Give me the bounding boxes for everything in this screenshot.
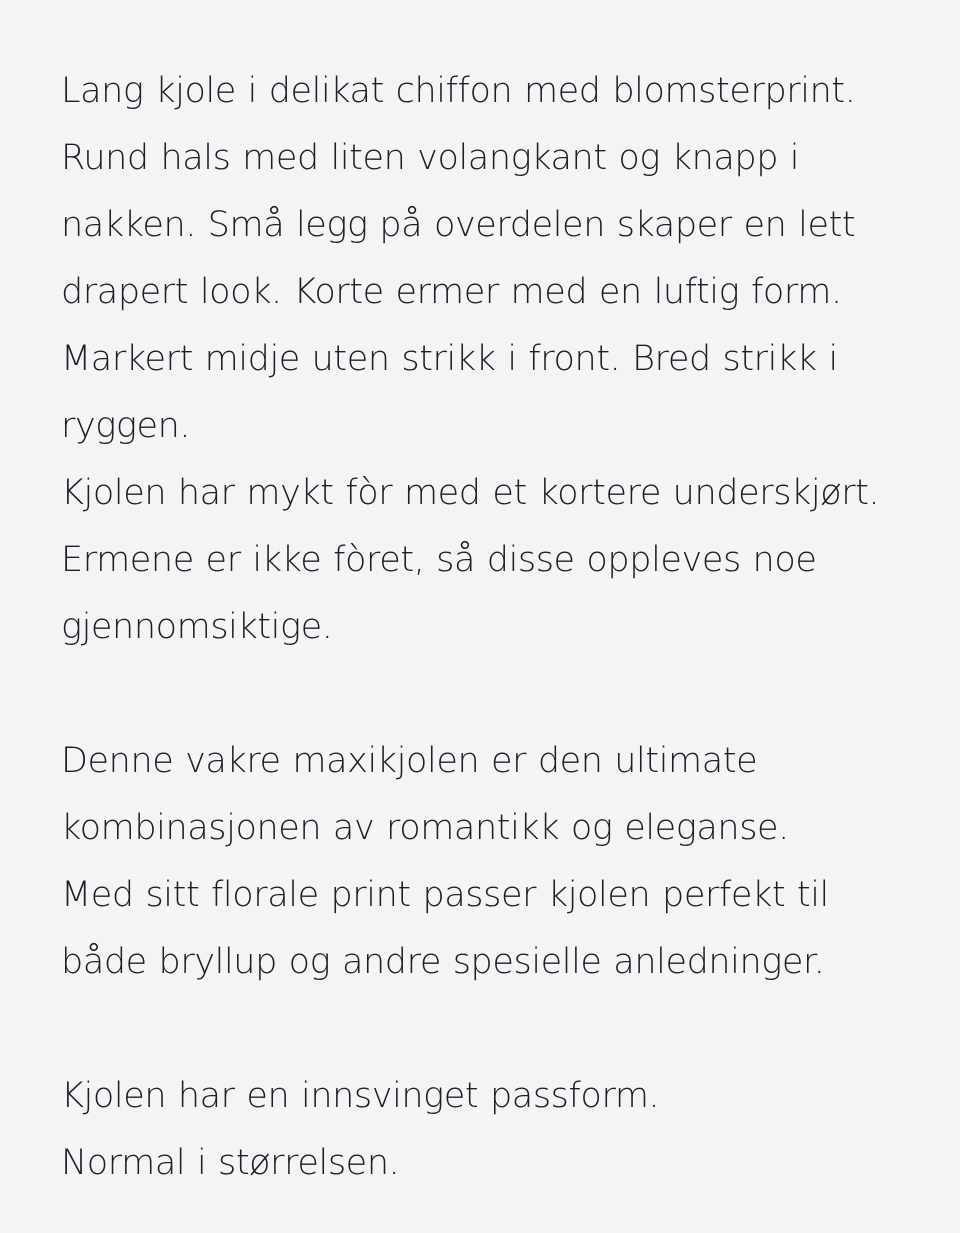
description-paragraph-1 bbox=[61, 58, 916, 661]
paragraph-spacer bbox=[61, 996, 916, 1063]
description-line: Rund hals med liten volangkant og knapp i bbox=[61, 138, 800, 178]
description-line: drapert look. Korte ermer med en luftig form. bbox=[61, 272, 842, 312]
description-line: nakken. Små legg på overdelen skaper en lett bbox=[61, 205, 856, 245]
description-line: ryggen. bbox=[61, 406, 191, 446]
description-line: Kjolen har en innsvinget passform. bbox=[61, 1076, 660, 1116]
description-line: Normal i størrelsen. bbox=[61, 1143, 400, 1183]
description-line: Lang kjole i delikat chiffon med blomsterprint. bbox=[61, 71, 856, 111]
description-line: Denne vakre maxikjolen er den ultimate bbox=[61, 741, 758, 781]
description-paragraph-3 bbox=[61, 1063, 916, 1197]
description-line: Med sitt florale print passer kjolen perfekt til bbox=[61, 875, 829, 915]
description-line: kombinasjonen av romantikk og eleganse. bbox=[61, 808, 789, 848]
description-line: Ermene er ikke fòret, så disse oppleves noe bbox=[61, 540, 817, 580]
description-line: gjennomsiktige. bbox=[61, 607, 333, 647]
paragraph-spacer bbox=[61, 661, 916, 728]
description-line: Kjolen har mykt fòr med et kortere underskjørt. bbox=[61, 473, 880, 513]
description-line: Markert midje uten strikk i front. Bred strikk i bbox=[61, 339, 838, 379]
description-line: både bryllup og andre spesielle anledninger. bbox=[61, 942, 825, 982]
description-paragraph-2 bbox=[61, 728, 916, 996]
